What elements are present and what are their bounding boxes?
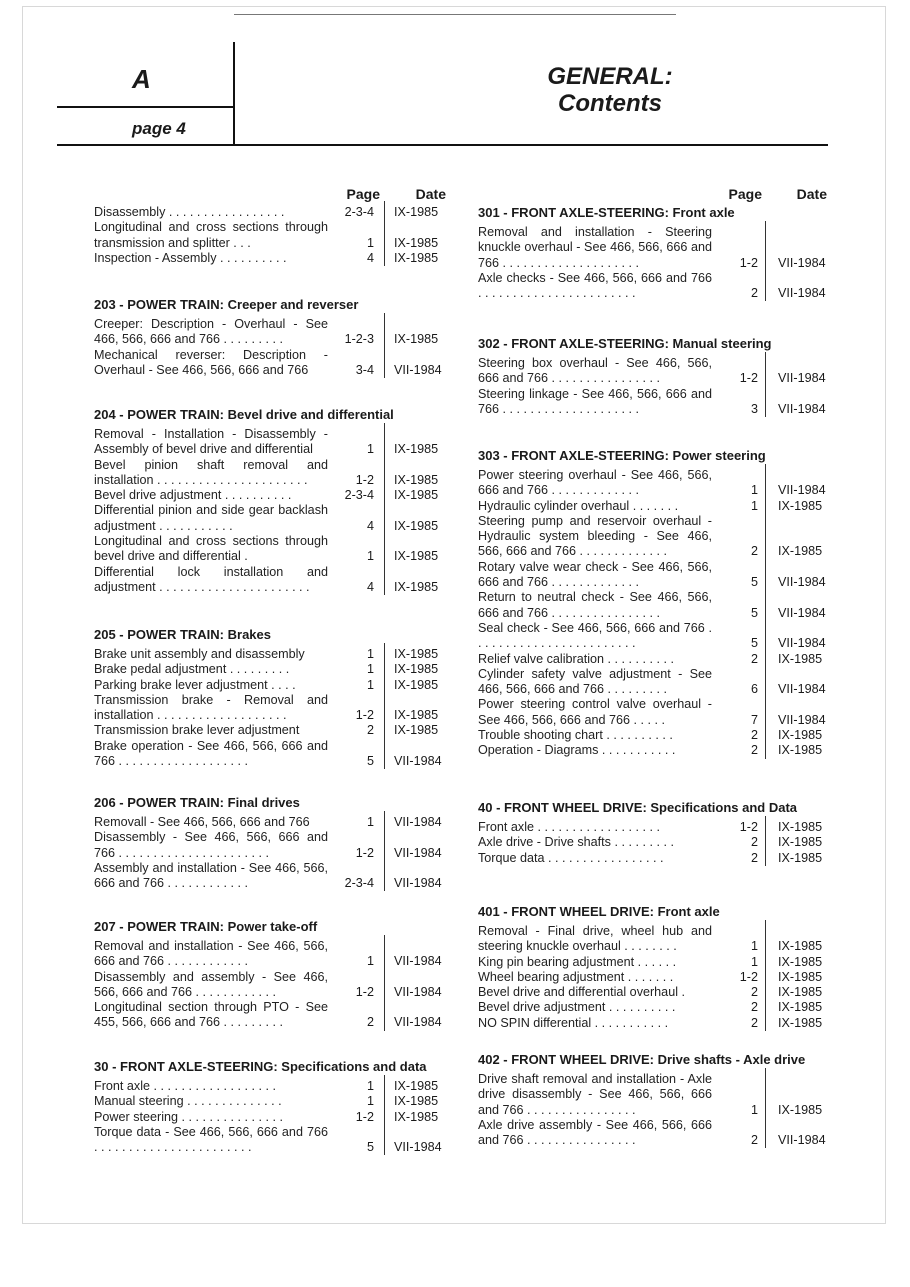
contents-entry bbox=[478, 1118, 830, 1149]
contents-column-right bbox=[478, 186, 830, 1148]
entry-text: Removal and installation - See 466, 566, 666 and 766 . . . . . . . . . . . . bbox=[94, 939, 328, 969]
contents-entry bbox=[94, 815, 446, 830]
entry-page: 6 bbox=[750, 682, 758, 697]
contents-entry bbox=[478, 356, 830, 387]
entry-date: VII-1984 bbox=[394, 1015, 442, 1030]
contents-entry bbox=[94, 534, 446, 565]
column-header-date: Date bbox=[796, 186, 827, 202]
entry-text: Steering box overhaul - See 466, 566, 666 and 766 . . . . . . . . . . . . . . . . bbox=[478, 356, 712, 386]
entry-page: 1 bbox=[750, 939, 758, 954]
entry-text: Seal check - See 466, 566, 666 and 766 . . . . . . . . . . . . . . . . . . . . . . . . bbox=[478, 620, 712, 651]
entry-list bbox=[94, 1079, 446, 1155]
contents-entry bbox=[478, 1072, 830, 1118]
entry-text: Bevel pinion shaft removal and installation . . . . . . . . . . . . . . . . . . . . . . bbox=[94, 457, 328, 487]
entry-page: 2 bbox=[750, 850, 758, 865]
entry-text: Mechanical reverser: Description - Overhaul - See 466, 566, 666 and 766 bbox=[94, 347, 328, 377]
entry-date: IX-1985 bbox=[394, 518, 439, 533]
entry-text: Removal - Installation - Disassembly - Assembly of bevel drive and differential bbox=[94, 427, 328, 457]
entry-text: Axle checks - See 466, 566, 666 and 766 . . . . . . . . . . . . . . . . . . . . . . . bbox=[478, 270, 712, 301]
entry-page: 1 bbox=[366, 677, 374, 692]
section-title: 40 - FRONT WHEEL DRIVE: Specifications and Data bbox=[478, 800, 798, 815]
entry-date: VII-1984 bbox=[778, 255, 826, 270]
contents-entry bbox=[478, 970, 830, 985]
entry-page: 1 bbox=[366, 549, 374, 564]
entry-date: VII-1984 bbox=[778, 605, 826, 620]
entry-date: IX-1985 bbox=[778, 728, 823, 743]
contents-column-left bbox=[94, 186, 446, 1155]
entry-list bbox=[94, 647, 446, 769]
entry-page: 1-2-3 bbox=[344, 332, 374, 347]
entry-date: VII-1984 bbox=[778, 575, 826, 590]
contents-entry bbox=[478, 271, 830, 302]
contents-entry bbox=[94, 830, 446, 861]
section-title: 402 - FRONT WHEEL DRIVE: Drive shafts - Axle drive bbox=[478, 1052, 806, 1067]
contents-section bbox=[478, 336, 830, 417]
contents-entry bbox=[478, 743, 830, 758]
contents-entry bbox=[478, 697, 830, 728]
entry-page: 2 bbox=[750, 835, 758, 850]
entry-page: 2 bbox=[366, 1015, 374, 1030]
entry-date: IX-1985 bbox=[394, 708, 439, 723]
entry-page: 1 bbox=[366, 954, 374, 969]
section-title: 206 - POWER TRAIN: Final drives bbox=[94, 795, 300, 810]
contents-entry bbox=[94, 220, 446, 251]
contents-entry bbox=[94, 1079, 446, 1094]
entry-text: Power steering control valve overhaul - See 466, 566, 666 and 766 . . . . . bbox=[478, 697, 712, 727]
entry-page: 1-2 bbox=[739, 820, 758, 834]
entry-text: King pin bearing adjustment . . . . . . bbox=[478, 954, 677, 969]
entry-list bbox=[94, 815, 446, 891]
entry-date: VII-1984 bbox=[778, 712, 826, 727]
entry-date: IX-1985 bbox=[394, 549, 439, 564]
entry-text: Disassembly . . . . . . . . . . . . . . . . . bbox=[94, 205, 285, 219]
page-title-line2: Contents bbox=[558, 90, 662, 117]
entry-text: Longitudinal and cross sections through transmission and splitter . . . bbox=[94, 220, 328, 250]
contents-section bbox=[94, 795, 446, 891]
entry-list bbox=[478, 468, 830, 759]
entry-page: 4 bbox=[366, 518, 374, 533]
contents-entry bbox=[94, 205, 446, 220]
entry-text: Steering pump and reservoir overhaul - Hydraulic system bleeding - See 466, 566, 666 and 766 . . . . . . . . . . . . . bbox=[478, 513, 712, 559]
entry-text: Front axle . . . . . . . . . . . . . . . . . . bbox=[94, 1079, 276, 1093]
contents-entry bbox=[478, 851, 830, 866]
column-header-date: Date bbox=[415, 186, 446, 202]
entry-date: IX-1985 bbox=[778, 954, 823, 969]
entry-text: Steering linkage - See 466, 566, 666 and 766 . . . . . . . . . . . . . . . . . . . . bbox=[478, 386, 712, 416]
contents-entry bbox=[94, 970, 446, 1001]
entry-date: IX-1985 bbox=[394, 205, 439, 219]
section-title: 205 - POWER TRAIN: Brakes bbox=[94, 627, 271, 642]
entry-list bbox=[478, 924, 830, 1031]
entry-text: Torque data . . . . . . . . . . . . . . . . . bbox=[478, 850, 664, 865]
entry-text: Removal - Final drive, wheel hub and steering knuckle overhaul . . . . . . . . bbox=[478, 924, 712, 954]
entry-page: 5 bbox=[366, 1140, 374, 1155]
section-title: 203 - POWER TRAIN: Creeper and reverser bbox=[94, 297, 359, 312]
contents-entry bbox=[478, 667, 830, 698]
entry-page: 1 bbox=[366, 1079, 374, 1093]
contents-entry bbox=[94, 693, 446, 724]
entry-date: IX-1985 bbox=[778, 1015, 823, 1030]
entry-list bbox=[478, 356, 830, 417]
entry-text: Trouble shooting chart . . . . . . . . . . bbox=[478, 728, 673, 743]
contents-entry bbox=[94, 678, 446, 693]
entry-page: 3 bbox=[750, 401, 758, 416]
page-title-line1: GENERAL: bbox=[547, 63, 673, 90]
contents-section bbox=[94, 627, 446, 769]
contents-entry bbox=[478, 985, 830, 1000]
contents-entry bbox=[94, 488, 446, 503]
entry-date: IX-1985 bbox=[778, 1102, 823, 1117]
entry-text: Bevel drive adjustment . . . . . . . . . . bbox=[478, 1000, 676, 1015]
contents-section bbox=[478, 904, 830, 1031]
entry-date: IX-1985 bbox=[778, 969, 823, 984]
contents-entry bbox=[94, 1125, 446, 1156]
entry-date: IX-1985 bbox=[778, 985, 823, 1000]
entry-page: 1 bbox=[366, 662, 374, 677]
entry-page: 1-2 bbox=[355, 845, 374, 860]
contents-entry bbox=[94, 348, 446, 379]
entry-text: Front axle . . . . . . . . . . . . . . . . . . bbox=[478, 820, 660, 834]
entry-page: 4 bbox=[366, 579, 374, 594]
header-divider-vertical bbox=[233, 42, 235, 145]
contents-entry bbox=[478, 835, 830, 850]
entry-date: VII-1984 bbox=[778, 682, 826, 697]
top-rule bbox=[234, 14, 676, 15]
entry-list bbox=[94, 939, 446, 1031]
column-header bbox=[94, 186, 446, 205]
entry-list bbox=[94, 317, 446, 378]
contents-entry bbox=[94, 723, 446, 738]
entry-date: IX-1985 bbox=[778, 743, 823, 758]
column-header-page: Page bbox=[728, 186, 762, 202]
entry-text: Transmission brake lever adjustment bbox=[94, 723, 300, 738]
entry-page: 2-3-4 bbox=[344, 205, 374, 219]
entry-date: VII-1984 bbox=[778, 636, 826, 651]
contents-entry bbox=[94, 458, 446, 489]
contents-entry bbox=[94, 251, 446, 266]
entry-date: VII-1984 bbox=[394, 954, 442, 969]
entry-text: Brake operation - See 466, 566, 666 and 766 . . . . . . . . . . . . . . . . . . . bbox=[94, 738, 328, 769]
entry-text: Removal and installation - Steering knuckle overhaul - See 466, 566, 666 and 766 . . . . . . . . . . . . . . . . . . . . bbox=[478, 225, 712, 270]
entry-page: 3-4 bbox=[355, 362, 374, 377]
entry-page: 2-3-4 bbox=[344, 876, 374, 891]
contents-entry bbox=[478, 468, 830, 499]
section-title: 401 - FRONT WHEEL DRIVE: Front axle bbox=[478, 904, 720, 919]
entry-date: VII-1984 bbox=[394, 1140, 442, 1155]
entry-text: Longitudinal and cross sections through bevel drive and differential . bbox=[94, 534, 328, 564]
entry-date: IX-1985 bbox=[394, 1109, 439, 1124]
contents-entry bbox=[94, 647, 446, 662]
header-divider-long bbox=[57, 144, 828, 146]
entry-date: IX-1985 bbox=[778, 850, 823, 865]
contents-entry bbox=[94, 1110, 446, 1125]
entry-page: 1-2 bbox=[739, 969, 758, 984]
contents-entry bbox=[478, 1000, 830, 1015]
contents-entry bbox=[94, 565, 446, 596]
contents-entry bbox=[94, 1000, 446, 1031]
entry-text: Cylinder safety valve adjustment - See 466, 566, 666 and 766 . . . . . . . . . bbox=[478, 666, 712, 697]
entry-page: 5 bbox=[750, 605, 758, 620]
contents-entry bbox=[94, 427, 446, 458]
column-header-page: Page bbox=[346, 186, 380, 202]
entry-text: Creeper: Description - Overhaul - See 466, 566, 666 and 766 . . . . . . . . . bbox=[94, 317, 328, 347]
entry-list bbox=[478, 225, 830, 301]
contents-entry bbox=[94, 503, 446, 534]
entry-text: Bevel drive and differential overhaul . bbox=[478, 985, 685, 1000]
contents-entry bbox=[478, 225, 830, 271]
entry-text: Drive shaft removal and installation - Axle drive disassembly - See 466, 566, 666 and 766 . . . . . . . . . . . . . . . . bbox=[478, 1072, 712, 1117]
contents-entry bbox=[478, 499, 830, 514]
contents-entry bbox=[478, 820, 830, 835]
entry-date: VII-1984 bbox=[778, 371, 826, 386]
contents-entry bbox=[478, 1016, 830, 1031]
entry-page: 2 bbox=[750, 286, 758, 301]
entry-date: VII-1984 bbox=[778, 483, 826, 498]
entry-date: IX-1985 bbox=[394, 1079, 439, 1093]
contents-entry bbox=[478, 955, 830, 970]
entry-date: IX-1985 bbox=[394, 723, 439, 738]
section-title: 204 - POWER TRAIN: Bevel drive and differential bbox=[94, 407, 394, 422]
contents-entry bbox=[478, 560, 830, 591]
entry-text: Differential pinion and side gear backlash adjustment . . . . . . . . . . . bbox=[94, 503, 328, 533]
entry-text: Brake pedal adjustment . . . . . . . . . bbox=[94, 662, 290, 677]
entry-date: IX-1985 bbox=[394, 442, 439, 457]
entry-text: Brake unit assembly and disassembly bbox=[94, 647, 305, 661]
entry-list bbox=[478, 1072, 830, 1148]
entry-text: Axle drive assembly - See 466, 566, 666 and 766 . . . . . . . . . . . . . . . . bbox=[478, 1117, 712, 1148]
entry-page: 5 bbox=[366, 754, 374, 769]
page-title bbox=[470, 63, 750, 117]
entry-text: Relief valve calibration . . . . . . . . . . bbox=[478, 651, 674, 666]
entry-date: IX-1985 bbox=[394, 647, 439, 661]
section-title: 207 - POWER TRAIN: Power take-off bbox=[94, 919, 318, 934]
entry-page: 2 bbox=[750, 1133, 758, 1148]
contents-section bbox=[94, 407, 446, 595]
entry-text: Parking brake lever adjustment . . . . bbox=[94, 677, 296, 692]
contents-section bbox=[478, 800, 830, 866]
entry-text: Torque data - See 466, 566, 666 and 766 . . . . . . . . . . . . . . . . . . . . . . . bbox=[94, 1124, 328, 1155]
entry-text: Disassembly and assembly - See 466, 566, 666 and 766 . . . . . . . . . . . . bbox=[94, 969, 328, 999]
entry-date: IX-1985 bbox=[778, 820, 823, 834]
contents-entry bbox=[478, 387, 830, 418]
entry-text: Rotary valve wear check - See 466, 566, 666 and 766 . . . . . . . . . . . . . bbox=[478, 559, 712, 590]
entry-text: Bevel drive adjustment . . . . . . . . . . bbox=[94, 488, 292, 503]
entry-text: Disassembly - See 466, 566, 666 and 766 . . . . . . . . . . . . . . . . . . . . . . bbox=[94, 830, 328, 860]
entry-page: 1-2 bbox=[739, 255, 758, 270]
entry-page: 2 bbox=[750, 544, 758, 559]
contents-section bbox=[478, 205, 830, 301]
entry-date: IX-1985 bbox=[394, 677, 439, 692]
entry-date: IX-1985 bbox=[394, 579, 439, 594]
entry-list bbox=[94, 205, 446, 266]
entry-text: Wheel bearing adjustment . . . . . . . bbox=[478, 969, 674, 984]
entry-date: IX-1985 bbox=[394, 472, 439, 487]
entry-date: VII-1984 bbox=[394, 754, 442, 769]
entry-page: 1 bbox=[366, 1094, 374, 1109]
entry-page: 7 bbox=[750, 712, 758, 727]
entry-page: 4 bbox=[366, 250, 374, 265]
entry-date: IX-1985 bbox=[394, 332, 439, 347]
contents-section bbox=[94, 297, 446, 378]
entry-list bbox=[478, 820, 830, 866]
contents-entry bbox=[94, 861, 446, 892]
entry-page: 1 bbox=[750, 1102, 758, 1117]
entry-page: 1 bbox=[750, 954, 758, 969]
entry-page: 2-3-4 bbox=[344, 488, 374, 503]
header-divider-short bbox=[57, 106, 234, 108]
entry-page: 1 bbox=[366, 815, 374, 829]
entry-page: 1 bbox=[366, 235, 374, 250]
entry-text: Manual steering . . . . . . . . . . . . . . bbox=[94, 1094, 282, 1109]
entry-page: 1-2 bbox=[355, 708, 374, 723]
entry-text: Removall - See 466, 566, 666 and 766 bbox=[94, 815, 310, 829]
entry-date: IX-1985 bbox=[778, 939, 823, 954]
section-title: 30 - FRONT AXLE-STEERING: Specifications and data bbox=[94, 1059, 427, 1074]
entry-page: 2 bbox=[750, 651, 758, 666]
contents-entry bbox=[94, 317, 446, 348]
entry-date: IX-1985 bbox=[394, 235, 439, 250]
entry-page: 1-2 bbox=[355, 984, 374, 999]
entry-page: 5 bbox=[750, 636, 758, 651]
entry-list bbox=[94, 427, 446, 595]
entry-text: Operation - Diagrams . . . . . . . . . . . bbox=[478, 743, 676, 758]
entry-text: Longitudinal section through PTO - See 455, 566, 666 and 766 . . . . . . . . . bbox=[94, 1000, 328, 1030]
column-header bbox=[478, 186, 830, 205]
entry-page: 1-2 bbox=[355, 472, 374, 487]
entry-page: 1-2 bbox=[739, 371, 758, 386]
contents-entry bbox=[94, 739, 446, 770]
entry-page: 2 bbox=[750, 728, 758, 743]
contents-section bbox=[94, 1059, 446, 1155]
entry-date: IX-1985 bbox=[778, 835, 823, 850]
entry-date: IX-1985 bbox=[778, 651, 823, 666]
entry-text: Hydraulic cylinder overhaul . . . . . . . bbox=[478, 498, 679, 513]
entry-text: Power steering overhaul - See 466, 566, 666 and 766 . . . . . . . . . . . . . bbox=[478, 468, 712, 498]
contents-entry bbox=[94, 1094, 446, 1109]
entry-date: VII-1984 bbox=[394, 984, 442, 999]
entry-page: 5 bbox=[750, 575, 758, 590]
entry-page: 1-2 bbox=[355, 1109, 374, 1124]
entry-date: IX-1985 bbox=[394, 662, 439, 677]
contents-section bbox=[478, 448, 830, 759]
entry-text: NO SPIN differential . . . . . . . . . . . bbox=[478, 1015, 669, 1030]
contents-entry bbox=[478, 590, 830, 621]
entry-page: 2 bbox=[366, 723, 374, 738]
contents-entry bbox=[478, 514, 830, 560]
entry-page: 1 bbox=[750, 483, 758, 498]
entry-text: Assembly and installation - See 466, 566, 666 and 766 . . . . . . . . . . . . bbox=[94, 860, 328, 891]
entry-date: VII-1984 bbox=[394, 845, 442, 860]
contents-section bbox=[478, 1052, 830, 1148]
section-title: 301 - FRONT AXLE-STEERING: Front axle bbox=[478, 205, 735, 220]
entry-date: IX-1985 bbox=[394, 250, 439, 265]
contents-section bbox=[94, 919, 446, 1031]
entry-date: IX-1985 bbox=[778, 544, 823, 559]
contents-entry bbox=[478, 728, 830, 743]
entry-text: Differential lock installation and adjustment . . . . . . . . . . . . . . . . . . . . . . bbox=[94, 564, 328, 594]
entry-date: VII-1984 bbox=[394, 362, 442, 377]
section-title: 302 - FRONT AXLE-STEERING: Manual steering bbox=[478, 336, 772, 351]
entry-date: IX-1985 bbox=[778, 498, 823, 513]
entry-page: 2 bbox=[750, 985, 758, 1000]
contents-section bbox=[94, 205, 446, 266]
entry-page: 1 bbox=[366, 442, 374, 457]
contents-entry bbox=[478, 652, 830, 667]
entry-page: 2 bbox=[750, 743, 758, 758]
section-title: 303 - FRONT AXLE-STEERING: Power steering bbox=[478, 448, 766, 463]
page-number: page 4 bbox=[132, 119, 186, 138]
entry-date: VII-1984 bbox=[394, 815, 442, 829]
entry-date: VII-1984 bbox=[778, 286, 826, 301]
entry-date: VII-1984 bbox=[778, 401, 826, 416]
entry-text: Return to neutral check - See 466, 566, 666 and 766 . . . . . . . . . . . . . . . . bbox=[478, 590, 712, 620]
entry-date: IX-1985 bbox=[778, 1000, 823, 1015]
entry-text: Axle drive - Drive shafts . . . . . . . . . bbox=[478, 835, 674, 850]
entry-page: 1 bbox=[366, 647, 374, 661]
contents-entry bbox=[94, 939, 446, 970]
entry-date: IX-1985 bbox=[394, 1094, 439, 1109]
entry-text: Power steering . . . . . . . . . . . . . . . bbox=[94, 1109, 283, 1124]
contents-entry bbox=[478, 621, 830, 652]
entry-page: 2 bbox=[750, 1015, 758, 1030]
entry-date: VII-1984 bbox=[778, 1133, 826, 1148]
entry-page: 2 bbox=[750, 1000, 758, 1015]
contents-entry bbox=[478, 924, 830, 955]
section-letter: A bbox=[132, 64, 151, 94]
entry-date: VII-1984 bbox=[394, 876, 442, 891]
entry-text: Inspection - Assembly . . . . . . . . . . bbox=[94, 250, 287, 265]
entry-text: Transmission brake - Removal and installation . . . . . . . . . . . . . . . . . . . bbox=[94, 692, 328, 723]
entry-page: 1 bbox=[750, 498, 758, 513]
contents-entry bbox=[94, 662, 446, 677]
entry-date: IX-1985 bbox=[394, 488, 439, 503]
